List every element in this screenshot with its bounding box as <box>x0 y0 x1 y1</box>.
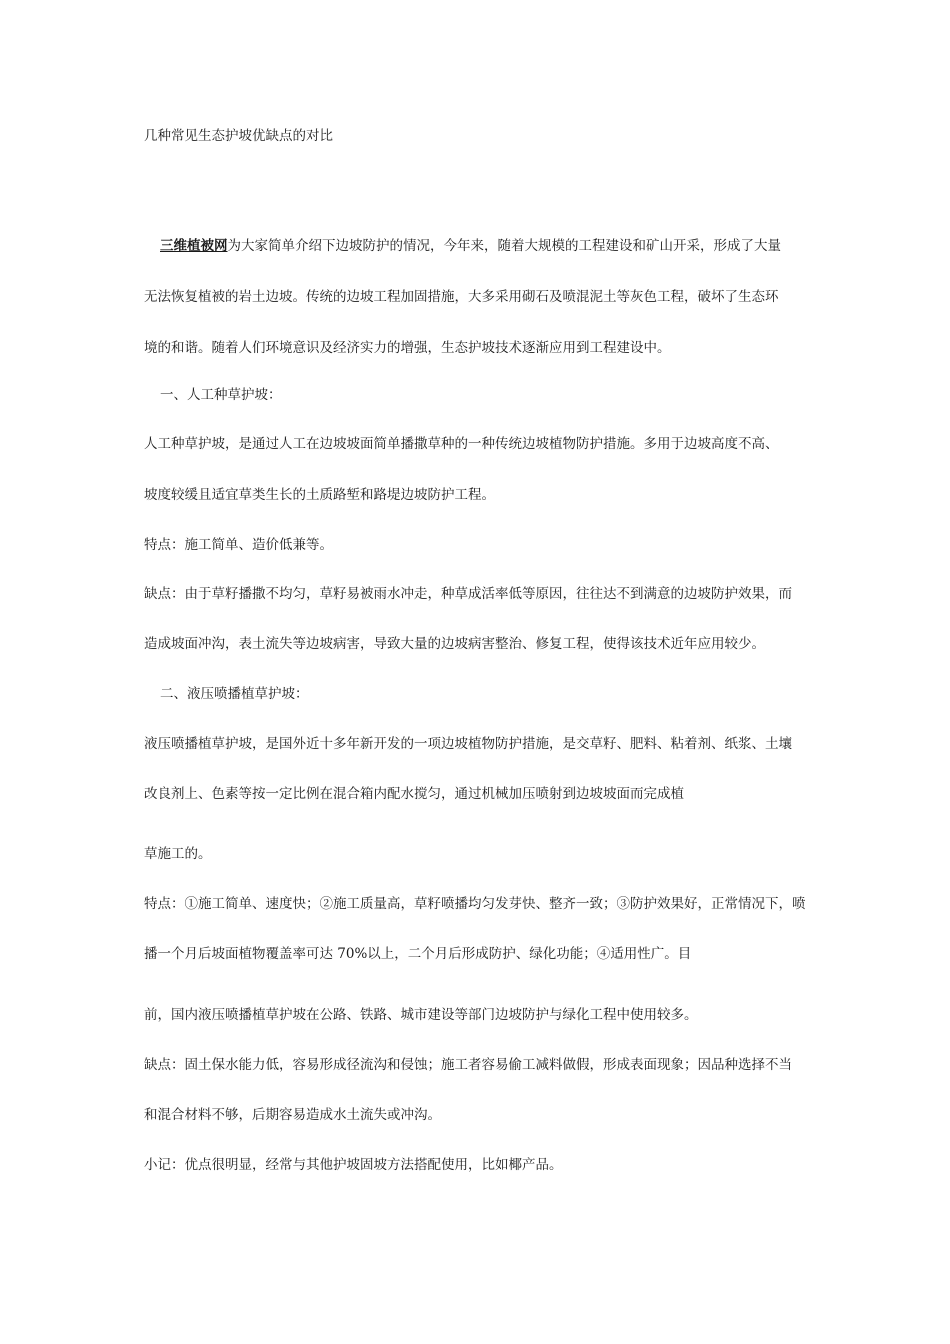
section2-cons-2: 和混合材料不够，后期容易造成水土流失或冲沟。 <box>144 1107 441 1123</box>
section2-desc-2: 改良剂上、色素等按一定比例在混合箱内配水搅匀，通过机械加压喷射到边坡坡面而完成植 <box>144 786 684 802</box>
section2-heading: 二、液压喷播植草护坡： <box>160 686 309 702</box>
doc-title: 几种常见生态护坡优缺点的对比 <box>144 128 333 144</box>
section2-cons-1: 缺点：固土保水能力低，容易形成径流沟和侵蚀；施工者容易偷工减料做假，形成表面现象；因品种选择不当 <box>144 1057 792 1073</box>
section2-desc-1: 液压喷播植草护坡，是国外近十多年新开发的一项边坡植物防护措施，是交草籽、肥料、粘着剂、纸浆、土壤 <box>144 736 792 752</box>
section2-note: 小记：优点很明显，经常与其他护坡固坡方法搭配使用，比如椰产品。 <box>144 1157 563 1173</box>
section1-cons-1: 缺点：由于草籽播撒不均匀，草籽易被雨水冲走，种草成活率低等原因，往往达不到满意的边坡防护效果，而 <box>144 586 792 602</box>
product-link[interactable]: 三维植被网 <box>160 238 228 254</box>
section1-features: 特点：施工简单、造价低兼等。 <box>144 537 333 553</box>
intro-line-1 <box>160 236 781 256</box>
intro-line-3: 境的和谐。随着人们环境意识及经济实力的增强，生态护坡技术逐渐应用到工程建设中。 <box>144 340 671 356</box>
section2-desc-3: 草施工的。 <box>144 846 212 862</box>
intro-line-1-text: 为大家简单介绍下边坡防护的情况，今年来，随着大规模的工程建设和矿山开采，形成了大量 <box>227 238 781 254</box>
section2-features-3: 前，国内液压喷播植草护坡在公路、铁路、城市建设等部门边坡防护与绿化工程中使用较多。 <box>144 1007 698 1023</box>
section1-desc-1: 人工种草护坡，是通过人工在边坡坡面简单播撒草种的一种传统边坡植物防护措施。多用于边坡高度不高、 <box>144 436 779 452</box>
intro-line-2: 无法恢复植被的岩土边坡。传统的边坡工程加固措施，大多采用砌石及喷混泥土等灰色工程，破坏了生态环 <box>144 289 779 305</box>
section1-desc-2: 坡度较缓且适宜草类生长的土质路堑和路堤边坡防护工程。 <box>144 487 495 503</box>
section1-cons-2: 造成坡面冲沟，表土流失等边坡病害，导致大量的边坡病害整治、修复工程，使得该技术近年应用较少。 <box>144 636 765 652</box>
section2-features-2: 播一个月后坡面植物覆盖率可达 70%以上，二个月后形成防护、绿化功能；④适用性广。目 <box>144 946 692 962</box>
section2-features-1: 特点：①施工简单、速度快；②施工质量高，草籽喷播均匀发芽快、整齐一致；③防护效果好，正常情况下，喷 <box>144 896 806 912</box>
section1-heading: 一、人工种草护坡： <box>160 387 282 403</box>
